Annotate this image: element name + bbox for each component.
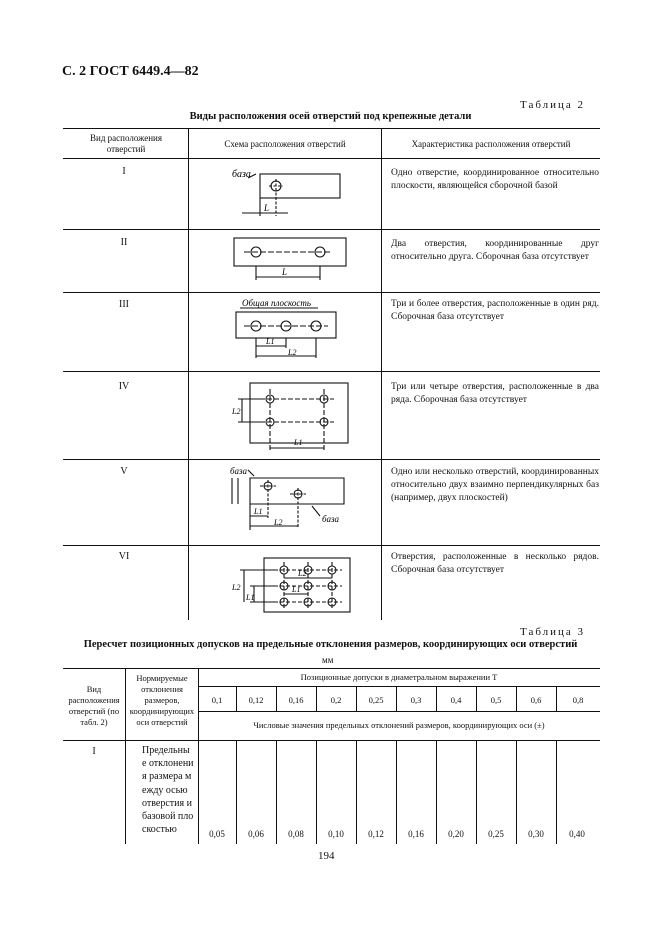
tolerance-value: 0,12: [248, 695, 264, 705]
deviation-value: 0,08: [288, 829, 304, 839]
table3-col-divider: [556, 740, 557, 844]
diagram-type-5: [228, 464, 378, 544]
table3-col-divider: [396, 686, 397, 711]
deviation-value: 0,12: [368, 829, 384, 839]
table2-col-header: Схема расположения отверстий: [224, 139, 346, 149]
tolerance-value: 0,8: [572, 695, 584, 705]
diagram-type-2: [228, 234, 378, 289]
dim-label: L2: [298, 569, 307, 578]
dim-label: L1: [292, 585, 301, 594]
table2-row-rule: [63, 545, 600, 546]
dim-label: L1: [246, 593, 255, 602]
table2-row-rule: [63, 292, 600, 293]
deviation-value: 0,20: [448, 829, 464, 839]
table3-col2-header: Нормируемые отклонения размеров, координирующих оси отверстий: [129, 673, 195, 727]
row-type-label: II: [120, 237, 128, 248]
tolerance-value: 0,2: [330, 695, 342, 705]
diagram-type-4: [228, 377, 378, 455]
table3-col-divider: [356, 686, 357, 711]
table2-col-divider-2: [381, 128, 382, 620]
row-description: Три или четыре отверстия, расположенные в два ряда. Сборочная база отсутствует: [391, 382, 599, 405]
dim-label: L2: [288, 348, 297, 357]
table3-col-divider: [516, 686, 517, 711]
table2-col-divider-1: [188, 128, 189, 620]
tolerance-value: 0,16: [288, 695, 304, 705]
diagram-type-3: [228, 296, 378, 368]
table3-number: Таблица 3: [520, 626, 586, 638]
row-description: Одно отверстие, координированное относительно плоскости, являющейся сборочной базой: [391, 168, 599, 191]
row-type-label: III: [119, 299, 129, 310]
deviation-description: Предельные отклонения размера между осью отверстия и базовой плоскостью: [142, 745, 194, 836]
table3-rule: [198, 711, 600, 712]
dim-label: L1: [254, 507, 263, 516]
page-header: С. 2 ГОСТ 6449.4—82: [62, 64, 199, 79]
tolerance-value: 0,1: [211, 695, 223, 705]
table2-row-rule: [63, 229, 600, 230]
table3-rule: [198, 686, 600, 687]
row-description: Отверстия, расположенные в несколько рядов. Сборочная база отсутствует: [391, 552, 599, 575]
dim-label: L2: [274, 518, 283, 527]
row-description: Одно или несколько отверстий, координированных относительно двух взаимно перпендикулярных баз (например, двух плоскостей): [391, 467, 599, 503]
deviation-value: 0,25: [488, 829, 504, 839]
table3-col-divider: [276, 686, 277, 711]
dim-label: L2: [232, 407, 241, 416]
deviation-value: 0,06: [248, 829, 264, 839]
deviation-value: 0,10: [328, 829, 344, 839]
table2-header-rule: [63, 158, 600, 159]
table3-col-divider: [316, 686, 317, 711]
dim-label: L1: [266, 337, 275, 346]
dim-label: L: [282, 267, 288, 277]
tolerance-value: 0,25: [368, 695, 384, 705]
diagram-type-1: [228, 164, 378, 224]
table3-title: Пересчет позиционных допусков на предельные отклонения размеров, координирующих оси отверстий: [83, 639, 578, 650]
row-type-label: I: [122, 166, 126, 177]
deviation-value: 0,05: [209, 829, 225, 839]
table3-col-divider: [436, 686, 437, 711]
deviation-value: 0,30: [528, 829, 544, 839]
table3-col-divider: [198, 668, 199, 844]
table2-number: Таблица 2: [520, 99, 586, 111]
deviation-value: 0,40: [569, 829, 585, 839]
baza-label: база: [230, 466, 248, 476]
row-description: Два отверстия, координированные друг относительно друга. Сборочная база отсутствует: [391, 239, 599, 262]
row-type-label: V: [120, 466, 128, 477]
deviation-value: 0,16: [408, 829, 424, 839]
table2-title: Виды расположения осей отверстий под крепежные детали: [189, 111, 472, 122]
table3-col-divider: [125, 668, 126, 844]
table2-row-rule: [63, 459, 600, 460]
baza-label: база: [322, 514, 340, 524]
tolerance-value: 0,4: [450, 695, 462, 705]
table2-col-header: Характеристика расположения отверстий: [411, 139, 571, 149]
dim-label: L1: [294, 438, 303, 447]
table3-col-divider: [476, 686, 477, 711]
row-type-label: VI: [118, 551, 130, 562]
tolerance-header: Позиционные допуски в диаметральном выражении Т: [300, 672, 498, 682]
row-type-label: IV: [118, 381, 130, 392]
table3-top-rule: [63, 668, 600, 669]
table3-header-rule: [63, 740, 600, 741]
table2-col-header: Вид расположения отверстий: [90, 133, 162, 154]
tolerance-value: 0,5: [490, 695, 502, 705]
values-header: Числовые значения предельных отклонений размеров, координирующих оси (±): [253, 720, 545, 730]
tolerance-value: 0,6: [530, 695, 542, 705]
dim-label: L2: [232, 583, 241, 592]
common-plane-label: Общая плоскость: [242, 298, 311, 308]
diagram-type-6: [228, 552, 378, 618]
table3-col-divider: [236, 686, 237, 711]
row-type-label: I: [92, 746, 96, 757]
baza-label: база: [232, 169, 251, 180]
page-number: 194: [318, 850, 335, 862]
table2-top-rule: [63, 128, 600, 129]
dim-label: L: [264, 203, 270, 213]
table3-unit: мм: [322, 655, 334, 665]
table2-row-rule: [63, 371, 600, 372]
row-description: Три и более отверстия, расположенные в один ряд. Сборочная база отсутствует: [391, 299, 599, 322]
table3-col1-header: Вид расположения отверстий (по табл. 2): [68, 684, 120, 727]
tolerance-value: 0,3: [410, 695, 422, 705]
table3-col-divider: [556, 686, 557, 711]
